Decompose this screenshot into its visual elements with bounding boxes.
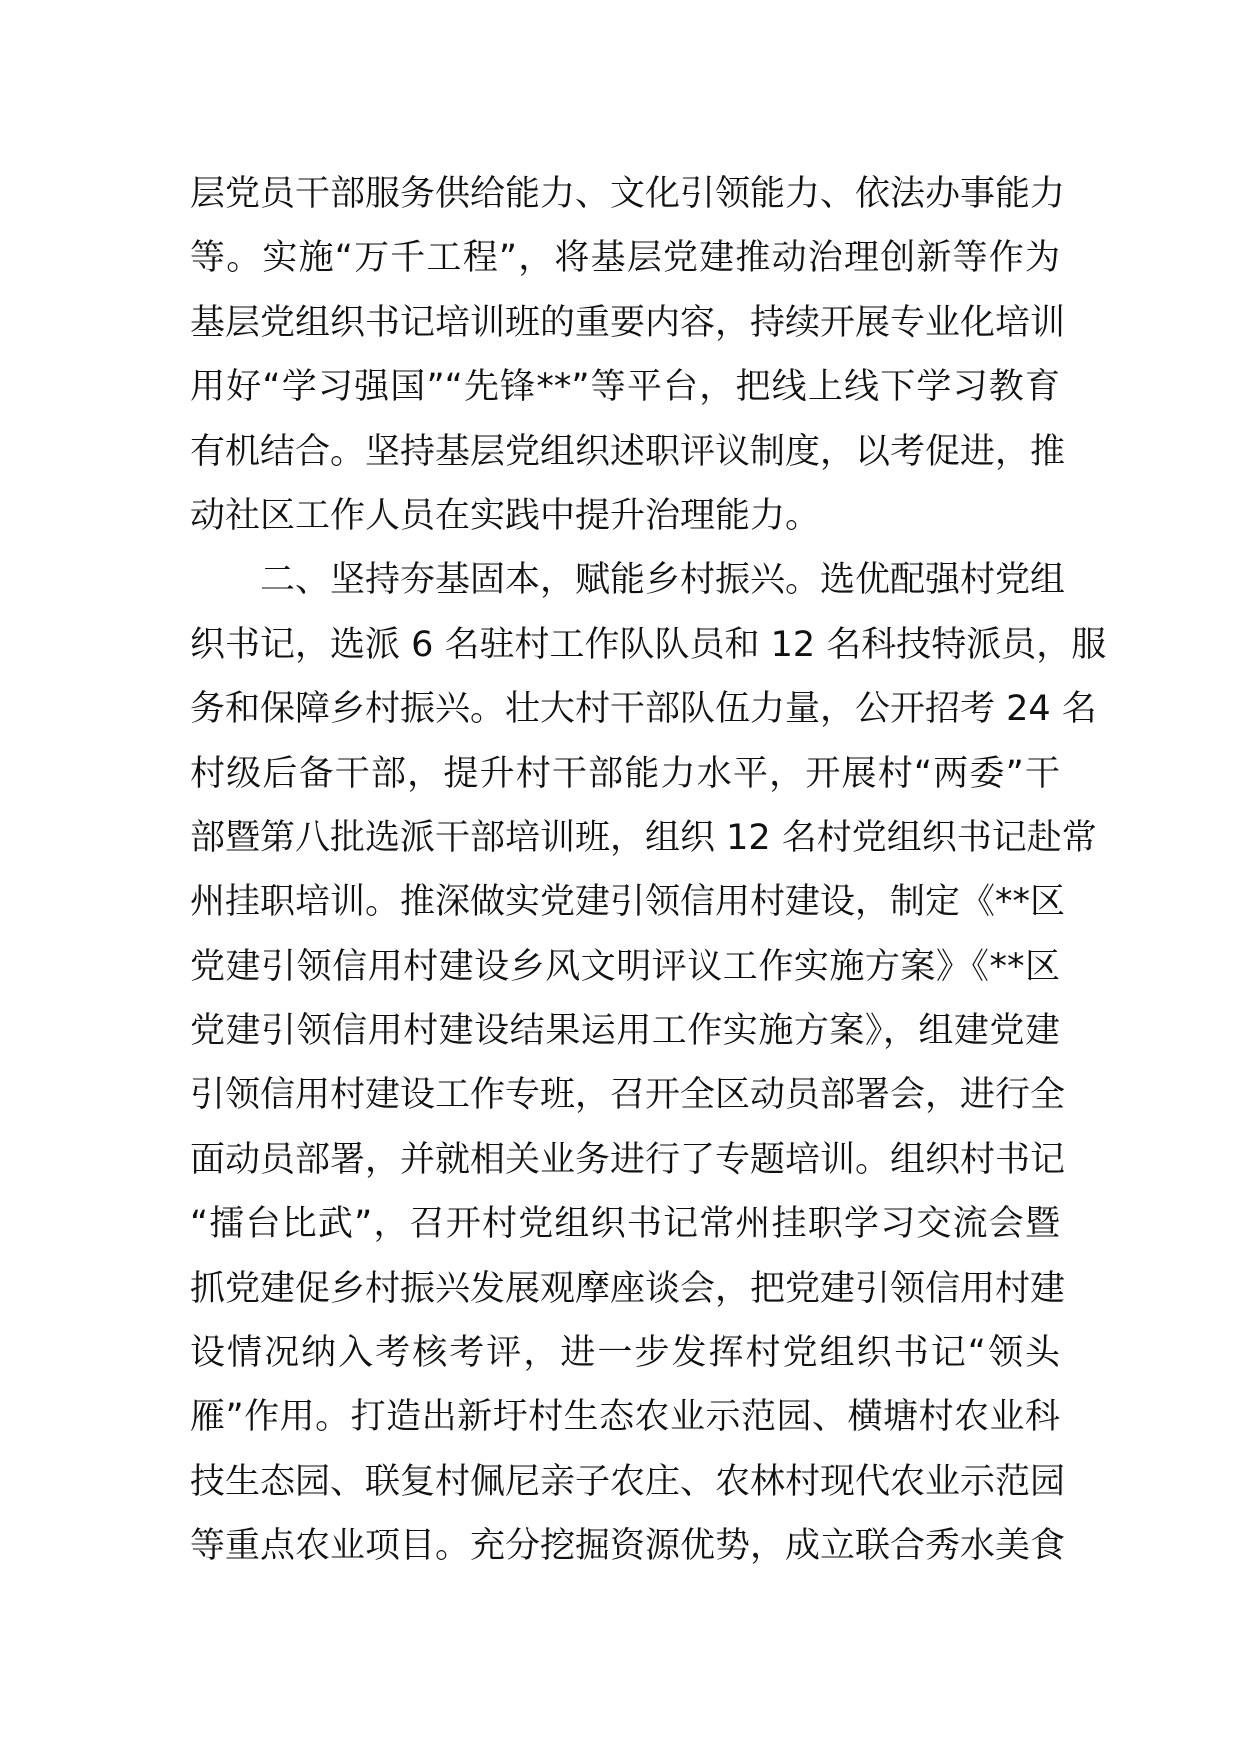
text-line: 等。实施“万千工程”，将基层党建推动治理创新等作为 — [190, 238, 1060, 279]
text-line: 用好“学习强国”“先锋**”等平台，把线上线下学习教育 — [190, 367, 1060, 408]
text-line: 技生态园、联复村佩尼亲子农庄、农林村现代农业示范园 — [190, 1461, 1066, 1502]
text-line: 务和保障乡村振兴。壮大村干部队伍力量，公开招考 24 名 — [190, 689, 1097, 730]
text-line: 党建引领信用村建设结果运用工作实施方案》，组建党建 — [190, 1011, 1060, 1052]
text-line: 基层党组织书记培训班的重要内容，持续开展专业化培训 — [190, 302, 1066, 343]
paragraph-1 — [190, 162, 1066, 548]
document-body — [190, 162, 1107, 1579]
text-line: 面动员部署，并就相关业务进行了专题培训。组织村书记 — [190, 1139, 1066, 1180]
text-line: 二、坚持夯基固本，赋能乡村振兴。选优配强村党组 — [260, 560, 1066, 601]
text-line: 动社区工作人员在实践中提升治理能力。 — [190, 495, 821, 536]
text-line: 等重点农业项目。充分挖掘资源优势，成立联合秀水美食 — [190, 1526, 1066, 1567]
text-line: 有机结合。坚持基层党组织述职评议制度，以考促进，推 — [190, 431, 1066, 472]
text-line: 织书记，选派 6 名驻村工作队队员和 12 名科技特派员，服 — [190, 624, 1107, 665]
text-line: 州挂职培训。推深做实党建引领信用村建设，制定《**区 — [190, 882, 1066, 923]
text-line: 层党员干部服务供给能力、文化引领能力、依法办事能力 — [190, 174, 1066, 214]
text-line: 雁”作用。打造出新圩村生态农业示范园、横塘村农业科 — [190, 1397, 1060, 1438]
text-line: 部暨第八批选派干部培训班，组织 12 名村党组织书记赴常 — [190, 817, 1097, 858]
text-line: 村级后备干部，提升村干部能力水平，开展村“两委”干 — [190, 753, 1060, 794]
text-line: “擂台比武”，召开村党组织书记常州挂职学习交流会暨 — [190, 1204, 1060, 1245]
text-line: 引领信用村建设工作专班，召开全区动员部署会，进行全 — [190, 1075, 1066, 1116]
paragraph-2 — [190, 548, 1107, 1578]
text-line: 设情况纳入考核考评，进一步发挥村党组织书记“领头 — [190, 1333, 1060, 1374]
text-line: 党建引领信用村建设乡风文明评议工作实施方案》《**区 — [190, 946, 1060, 987]
text-line: 抓党建促乡村振兴发展观摩座谈会，把党建引领信用村建 — [190, 1268, 1066, 1309]
